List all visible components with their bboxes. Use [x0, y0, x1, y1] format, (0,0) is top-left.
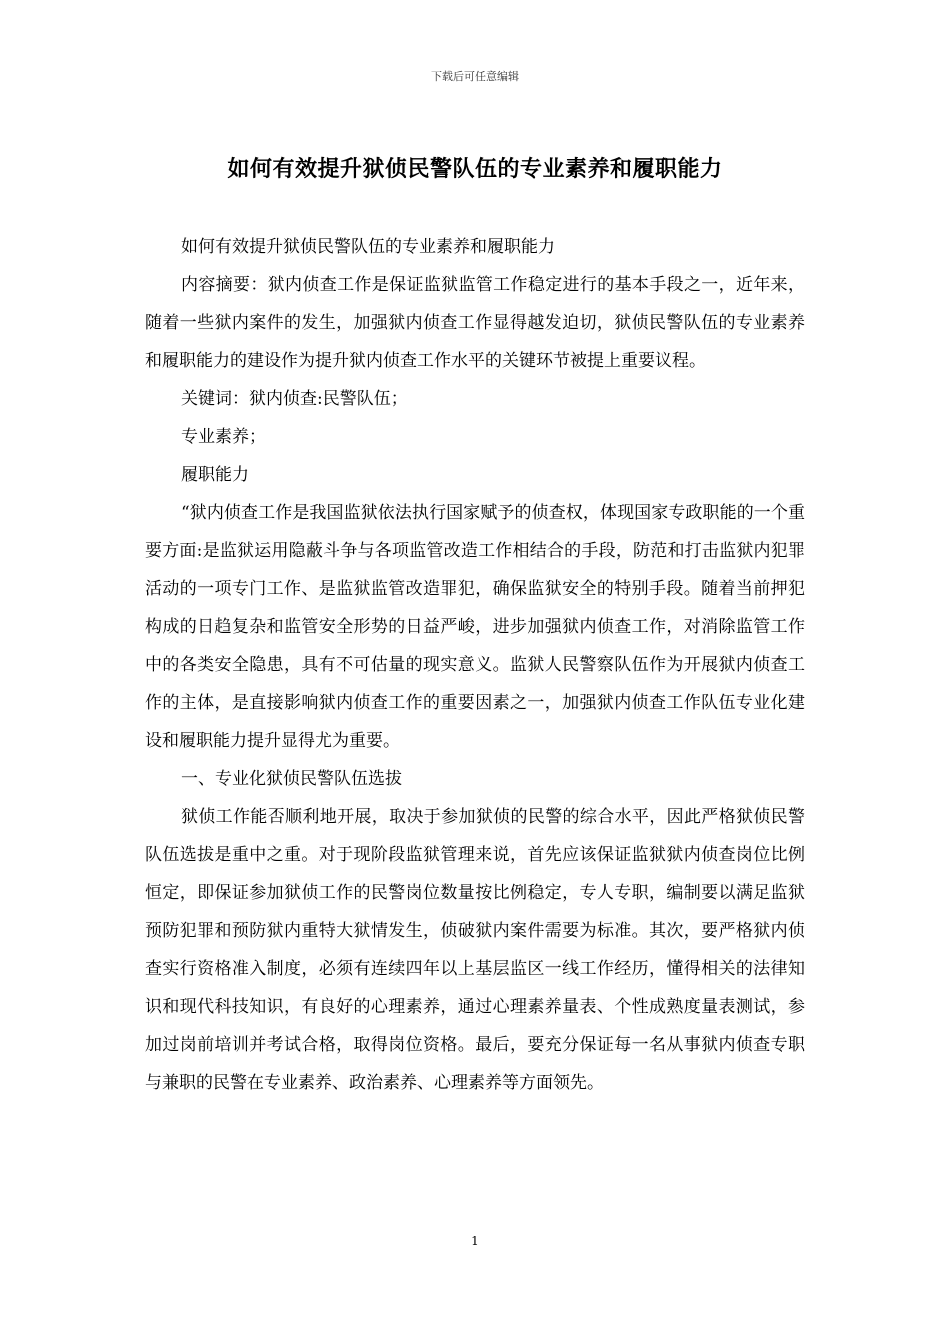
paragraph-keyword-2: 专业素养；	[181, 427, 266, 447]
paragraph-keywords: 关键词：狱内侦查:民警队伍；	[181, 389, 408, 409]
document-title: 如何有效提升狱侦民警队伍的专业素养和履职能力	[227, 157, 723, 182]
page-number: 1	[471, 1234, 479, 1248]
paragraph-keyword-3: 履职能力	[181, 465, 249, 485]
section-heading-1: 一、专业化狱侦民警队伍选拔	[181, 769, 402, 789]
paragraph-abstract: 内容摘要：狱内侦查工作是保证监狱监管工作稳定进行的基本手段之一，近年来，随着一些狱内案件的发生，加强狱内侦查工作显得越发迫切，狱侦民警队伍的专业素养和履职能力的建设作为提升狱内侦查工作水平的关键环节被提上重要议程。	[145, 275, 805, 371]
paragraph-subtitle: 如何有效提升狱侦民警队伍的专业素养和履职能力	[181, 237, 555, 257]
paragraph-section-1: 狱侦工作能否顺利地开展，取决于参加狱侦的民警的综合水平，因此严格狱侦民警队伍选拔是重中之重。对于现阶段监狱管理来说，首先应该保证监狱狱内侦查岗位比例恒定，即保证参加狱侦工作的民警岗位数量按比例稳定，专人专职，编制要以满足监狱预防犯罪和预防狱内重特大狱情发生，侦破狱内案件需要为标准。其次，要严格狱内侦查实行资格准入制度，必须有连续四年以上基层监区一线工作经历，懂得相关的法律知识和现代科技知识，有良好的心理素养，通过心理素养量表、个性成熟度量表测试，参加过岗前培训并考试合格，取得岗位资格。最后，要充分保证每一名从事狱内侦查专职与兼职的民警在专业素养、政治素养、心理素养等方面领先。	[145, 807, 805, 1093]
header-note: 下载后可任意编辑	[431, 70, 519, 83]
document-body	[145, 228, 805, 1102]
paragraph-intro: “狱内侦查工作是我国监狱依法执行国家赋予的侦查权，体现国家专政职能的一个重要方面:是监狱运用隐蔽斗争与各项监管改造工作相结合的手段，防范和打击监狱内犯罪活动的一项专门工作、是监狱监管改造罪犯，确保监狱安全的特别手段。随着当前押犯构成的日趋复杂和监管安全形势的日益严峻，进步加强狱内侦查工作，对消除监管工作中的各类安全隐患，具有不可估量的现实意义。监狱人民警察队伍作为开展狱内侦查工作的主体，是直接影响狱内侦查工作的重要因素之一，加强狱内侦查工作队伍专业化建设和履职能力提升显得尤为重要。	[145, 503, 805, 751]
